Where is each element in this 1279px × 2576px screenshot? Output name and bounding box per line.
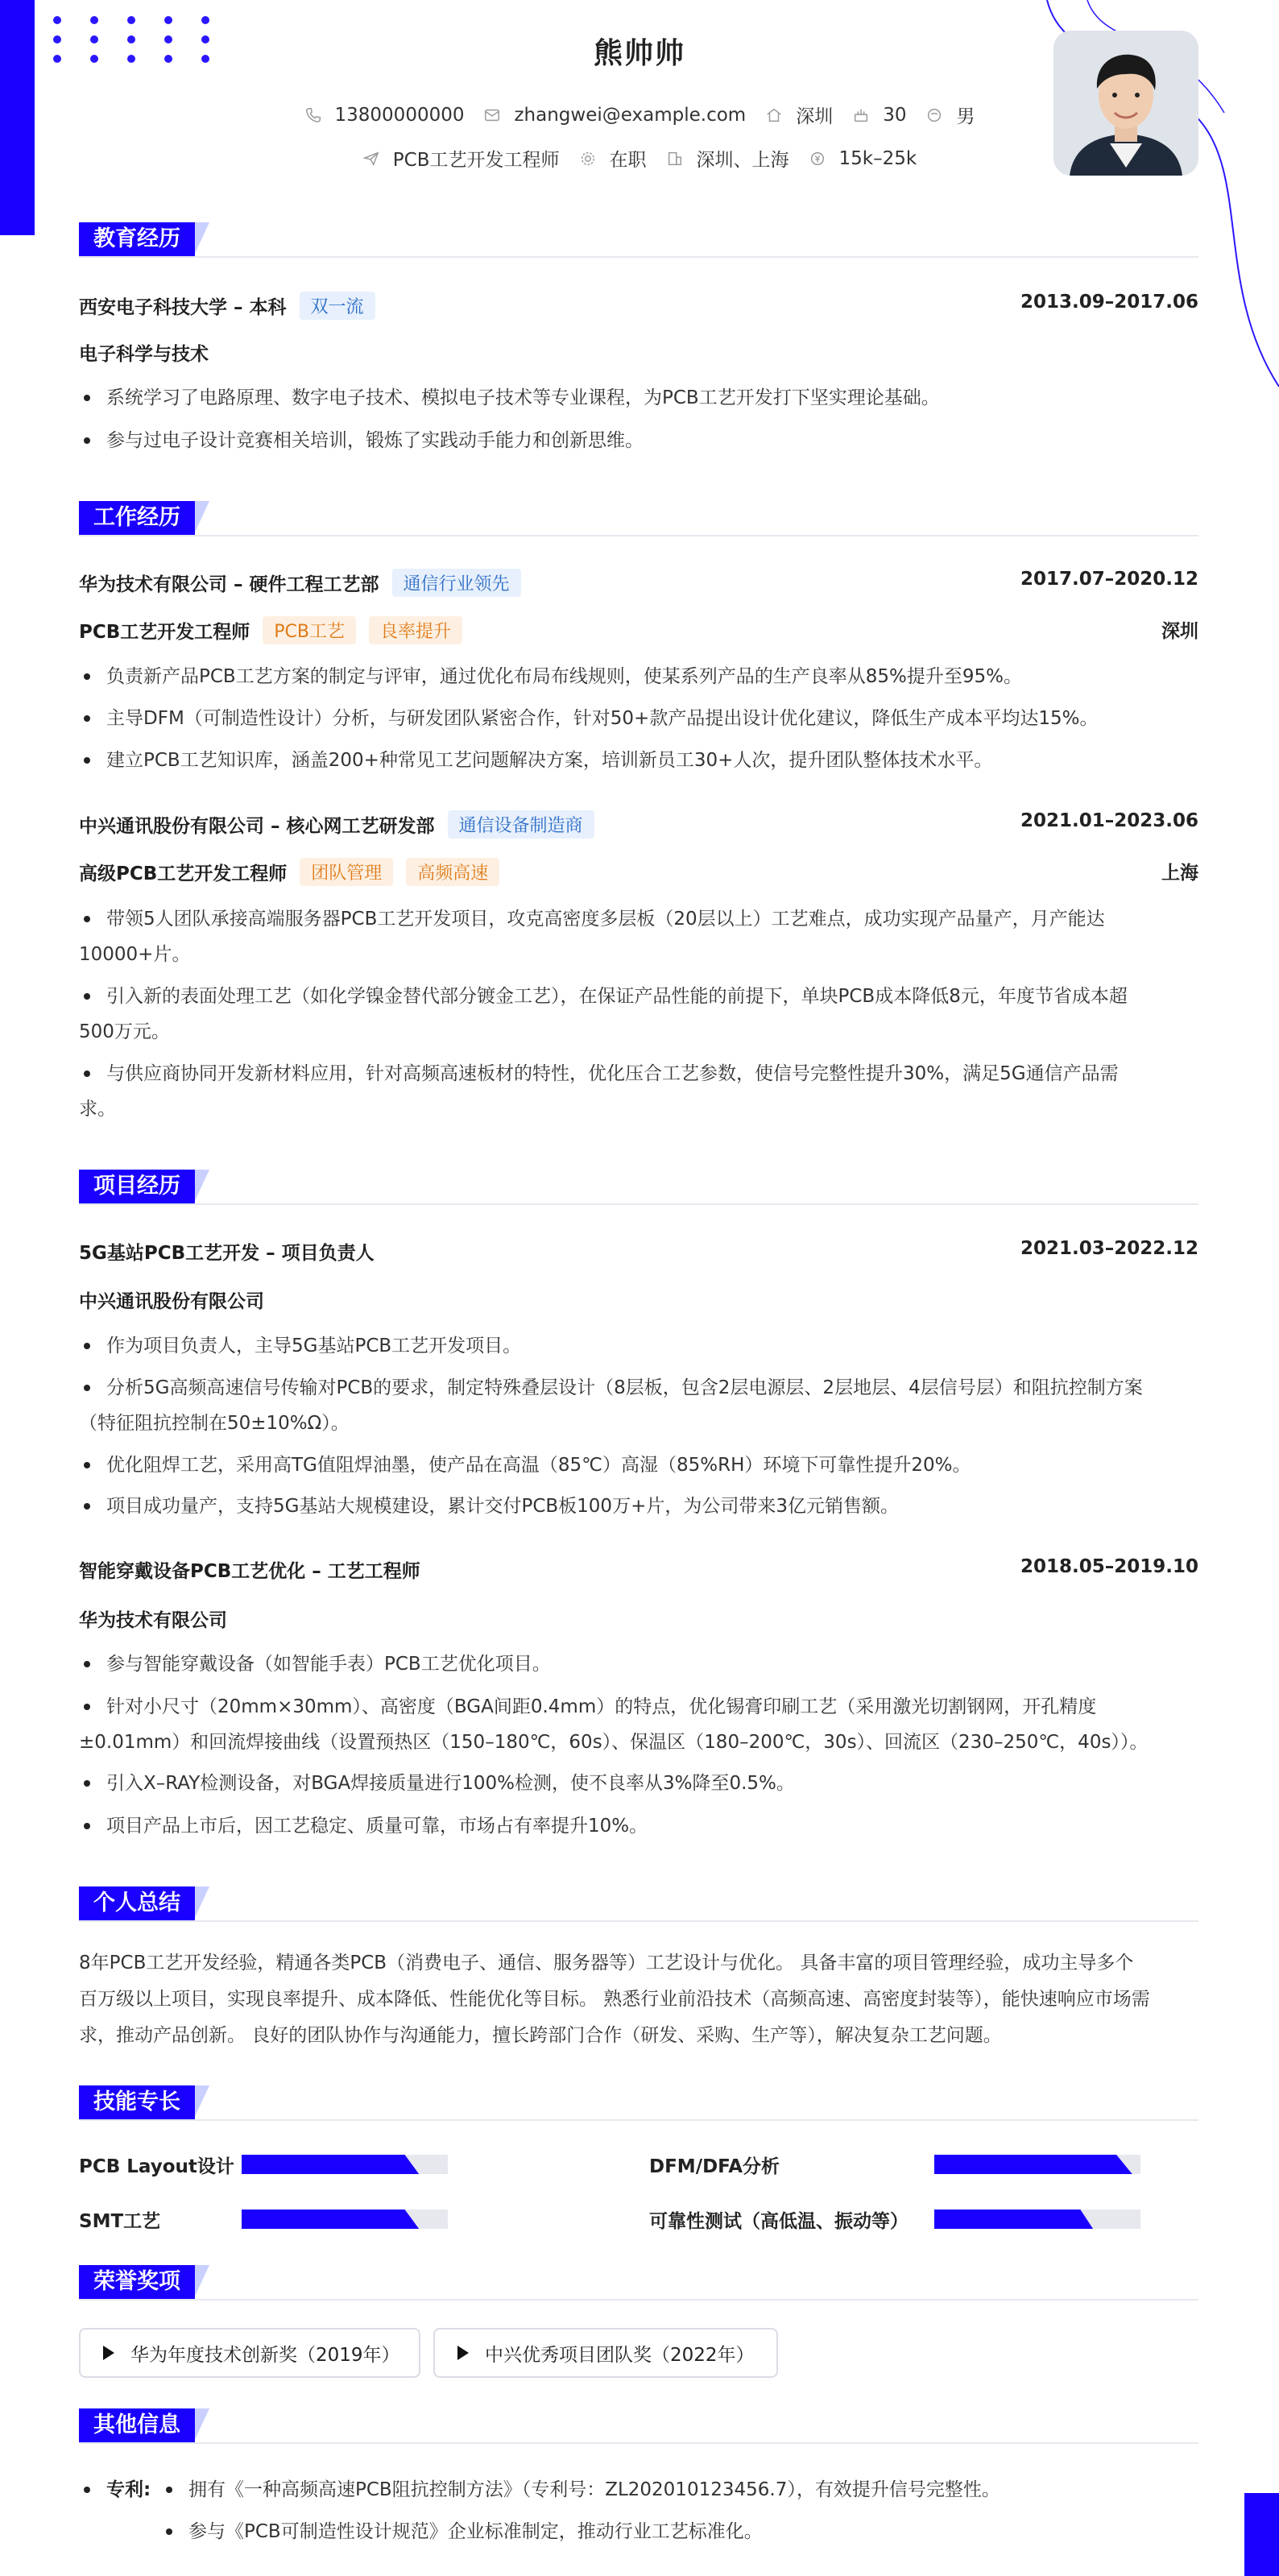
decor-bottom-bar — [1244, 2493, 1279, 2576]
education-major-row — [79, 339, 1198, 366]
project-bullet: 优化阻焊工艺，采用高TG值阻焊油墨，使产品在高温（85℃）高湿（85%RH）环境下可靠性提升20%。 — [79, 1446, 1198, 1485]
age-item — [852, 105, 906, 126]
building-icon — [666, 150, 684, 168]
target-city-item — [666, 145, 789, 172]
project-bullet: 项目产品上市后，因工艺稳定、质量可靠，市场占有率提升10%。 — [79, 1807, 1198, 1845]
award-card[interactable] — [79, 2328, 420, 2378]
work-role: PCB工艺开发工程师 — [79, 622, 250, 643]
skill-bar — [934, 2209, 1140, 2229]
salary-text: 15k–25k — [838, 147, 917, 169]
company-badge: 通信设备制造商 — [448, 810, 594, 839]
section-education — [79, 222, 1198, 258]
skill-bar-fill — [242, 2155, 419, 2174]
section-summary — [79, 1886, 1198, 1922]
work-date: 2021.01–2023.06 — [1020, 810, 1198, 831]
work-date: 2017.07–2020.12 — [1020, 569, 1198, 590]
work-bullet: 引入新的表面处理工艺（如化学镍金替代部分镀金工艺），在保证产品性能的前提下，单块PCB成本降低8元，年度节省成本超 — [79, 977, 1198, 1016]
job-title-item — [362, 145, 560, 172]
award-text: 华为年度技术创新奖（2019年） — [130, 2344, 400, 2366]
work-role: 高级PCB工艺开发工程师 — [79, 863, 288, 884]
section-awards-title: 荣誉奖项 — [79, 2265, 195, 2299]
job-title-text: PCB工艺开发工程师 — [392, 150, 560, 171]
cake-icon — [852, 106, 870, 124]
section-projects-title: 项目经历 — [79, 1170, 195, 1203]
education-bullet: 参与过电子设计竞赛相关培训，锻炼了实践动手能力和创新思维。 — [79, 421, 1198, 460]
salary-item — [809, 148, 917, 169]
work-bullet-cont: 10000+片。 — [79, 944, 191, 965]
project-bullet-cont: （特征阻抗控制在50±10%Ω）。 — [79, 1413, 350, 1434]
work-bullet-cont: 求。 — [79, 1099, 116, 1120]
project-date: 2021.03–2022.12 — [1020, 1238, 1198, 1259]
work-header — [79, 569, 1198, 597]
skill-bar — [242, 2209, 448, 2229]
summary-line: 求，推动产品创新。 良好的团队协作与沟通能力，擅长跨部门合作（研发、采购、生产等），解决复杂工艺问题。 — [79, 2025, 1002, 2046]
section-work-title: 工作经历 — [79, 501, 195, 535]
gender-icon — [925, 106, 943, 124]
project-bullet: 引入X–RAY检测设备，对BGA焊接质量进行100%检测，使不良率从3%降至0.5%。 — [79, 1764, 1198, 1803]
work-location: 上海 — [1161, 863, 1198, 884]
email-item — [483, 105, 746, 126]
skill-bar-fill — [934, 2155, 1132, 2174]
education-date: 2013.09–2017.06 — [1020, 292, 1198, 313]
summary-text — [79, 1945, 1198, 2054]
section-projects — [79, 1170, 1198, 1205]
education-major: 电子科学与技术 — [79, 344, 209, 365]
section-awards — [79, 2265, 1198, 2301]
company-name: 中兴通讯股份有限公司 – 核心网工艺研发部 — [79, 816, 435, 837]
age-text: 30 — [883, 104, 907, 126]
city-text: 深圳 — [796, 106, 834, 127]
project-org: 华为技术有限公司 — [79, 1610, 227, 1631]
school-name: 西安电子科技大学 – 本科 — [79, 297, 287, 318]
project-org-row — [79, 1605, 1198, 1632]
summary-line: 百万级以上项目，实现良率提升、成本降低、性能优化等目标。 熟悉行业前沿技术（高频高速、高密度封装等），能快速响应市场需 — [79, 1989, 1150, 2010]
work-role-row — [79, 858, 1198, 886]
education-header — [79, 292, 1198, 320]
section-other — [79, 2408, 1198, 2444]
section-other-title: 其他信息 — [79, 2408, 195, 2442]
company-name: 华为技术有限公司 – 硬件工程工艺部 — [79, 574, 379, 595]
award-card[interactable] — [433, 2328, 778, 2378]
phone-text: 13800000000 — [334, 104, 465, 126]
status-text: 在职 — [609, 150, 647, 171]
skill-name: SMT工艺 — [79, 2211, 161, 2232]
role-tag: PCB工艺 — [263, 616, 356, 644]
other-item: 拥有《一种高频高速PCB阻抗控制方法》（专利号：ZL202010123456.7），有效提升信号完整性。 — [161, 2470, 1000, 2509]
money-icon — [809, 150, 826, 168]
work-header — [79, 810, 1198, 839]
other-label: 专利: — [79, 2470, 151, 2509]
skill-bar — [242, 2155, 448, 2174]
project-org: 中兴通讯股份有限公司 — [79, 1291, 264, 1312]
project-name: 5G基站PCB工艺开发 – 项目负责人 — [79, 1243, 375, 1264]
project-org-row — [79, 1286, 1198, 1313]
skill-bar — [934, 2155, 1140, 2174]
work-bullet: 建立PCB工艺知识库，涵盖200+种常见工艺问题解决方案，培训新员工30+人次，提升团队整体技术水平。 — [79, 741, 1198, 780]
section-skills — [79, 2085, 1198, 2121]
phone-icon — [304, 106, 322, 124]
skill-name: 可靠性测试（高低温、振动等） — [649, 2211, 909, 2232]
gender-item — [925, 101, 975, 128]
project-header — [79, 1238, 1198, 1265]
skill-name: PCB Layout设计 — [79, 2156, 234, 2177]
phone-item — [304, 105, 465, 126]
work-bullet: 负责新产品PCB工艺方案的制定与评审，通过优化布局布线规则，使某系列产品的生产良率从85%提升至95%。 — [79, 657, 1198, 696]
gender-text: 男 — [956, 106, 975, 127]
work-bullet: 带领5人团队承接高端服务器PCB工艺开发项目，攻克高密度多层板（20层以上）工艺难点，成功实现产品量产，月产能达 — [79, 900, 1198, 938]
project-bullet: 分析5G高频高速信号传输对PCB的要求，制定特殊叠层设计（8层板，包含2层电源层、2层地层、4层信号层）和阻抗控制方案 — [79, 1369, 1198, 1407]
target-city-text: 深圳、上海 — [696, 150, 789, 171]
candidate-name: 熊帅帅 — [593, 37, 685, 70]
work-location: 深圳 — [1161, 621, 1198, 642]
avatar-portrait — [1053, 31, 1198, 176]
home-icon — [765, 106, 783, 124]
work-bullet: 与供应商协同开发新材料应用，针对高频高速板材的特性，优化压合工艺参数，使信号完整性提升30%，满足5G通信产品需 — [79, 1054, 1198, 1093]
company-badge: 通信行业领先 — [392, 569, 521, 597]
mail-icon — [483, 106, 501, 124]
email-text: zhangwei@example.com — [514, 104, 747, 126]
project-bullet: 作为项目负责人，主导5G基站PCB工艺开发项目。 — [79, 1327, 1198, 1365]
avatar — [1053, 31, 1198, 176]
send-icon — [362, 150, 380, 168]
role-tag: 团队管理 — [300, 858, 393, 886]
role-tag: 高频高速 — [406, 858, 499, 886]
award-text: 中兴优秀项目团队奖（2022年） — [485, 2344, 755, 2366]
work-bullet-cont: 500万元。 — [79, 1021, 170, 1042]
education-bullet: 系统学习了电路原理、数字电子技术、模拟电子技术等专业课程，为PCB工艺开发打下坚实理论基础。 — [79, 379, 1198, 417]
other-item: 参与《PCB可制造性设计规范》企业标准制定，推动行业工艺标准化。 — [161, 2512, 763, 2551]
section-education-title: 教育经历 — [79, 222, 195, 256]
skill-bar-fill — [934, 2209, 1093, 2229]
project-header — [79, 1556, 1198, 1583]
work-bullet: 主导DFM（可制造性设计）分析，与研发团队紧密合作，针对50+款产品提出设计优化建议，降低生产成本平均达15%。 — [79, 699, 1198, 738]
summary-line: 8年PCB工艺开发经验，精通各类PCB（消费电子、通信、服务器等）工艺设计与优化。 具备丰富的项目管理经验，成功主导多个 — [79, 1953, 1134, 1973]
skill-bar-fill — [242, 2209, 419, 2229]
section-work — [79, 501, 1198, 536]
project-date: 2018.05–2019.10 — [1020, 1556, 1198, 1577]
project-bullet: 针对小尺寸（20mm×30mm）、高密度（BGA间距0.4mm）的特点，优化锡膏印刷工艺（采用激光切割钢网，开孔精度 — [79, 1688, 1198, 1726]
project-name: 智能穿戴设备PCB工艺优化 – 工艺工程师 — [79, 1561, 420, 1582]
project-bullet: 项目成功量产，支持5G基站大规模建设，累计交付PCB板100万+片，为公司带来3亿元销售额。 — [79, 1487, 1198, 1526]
skill-name: DFM/DFA分析 — [649, 2156, 780, 2177]
project-bullet-cont: ±0.01mm）和回流焊接曲线（设置预热区（150–180℃，60s）、保温区（180–200℃，30s）、回流区（230–250℃，40s））。 — [79, 1732, 1149, 1753]
section-summary-title: 个人总结 — [79, 1886, 195, 1920]
section-skills-title: 技能专长 — [79, 2085, 195, 2119]
gear-icon — [579, 150, 597, 168]
project-bullet: 参与智能穿戴设备（如智能手表）PCB工艺优化项目。 — [79, 1645, 1198, 1684]
role-tag: 良率提升 — [369, 616, 462, 644]
status-item — [579, 145, 647, 172]
work-role-row — [79, 616, 1198, 644]
play-icon — [103, 2346, 114, 2360]
school-badge: 双一流 — [300, 292, 375, 320]
play-icon — [457, 2346, 469, 2360]
city-item — [765, 101, 833, 128]
